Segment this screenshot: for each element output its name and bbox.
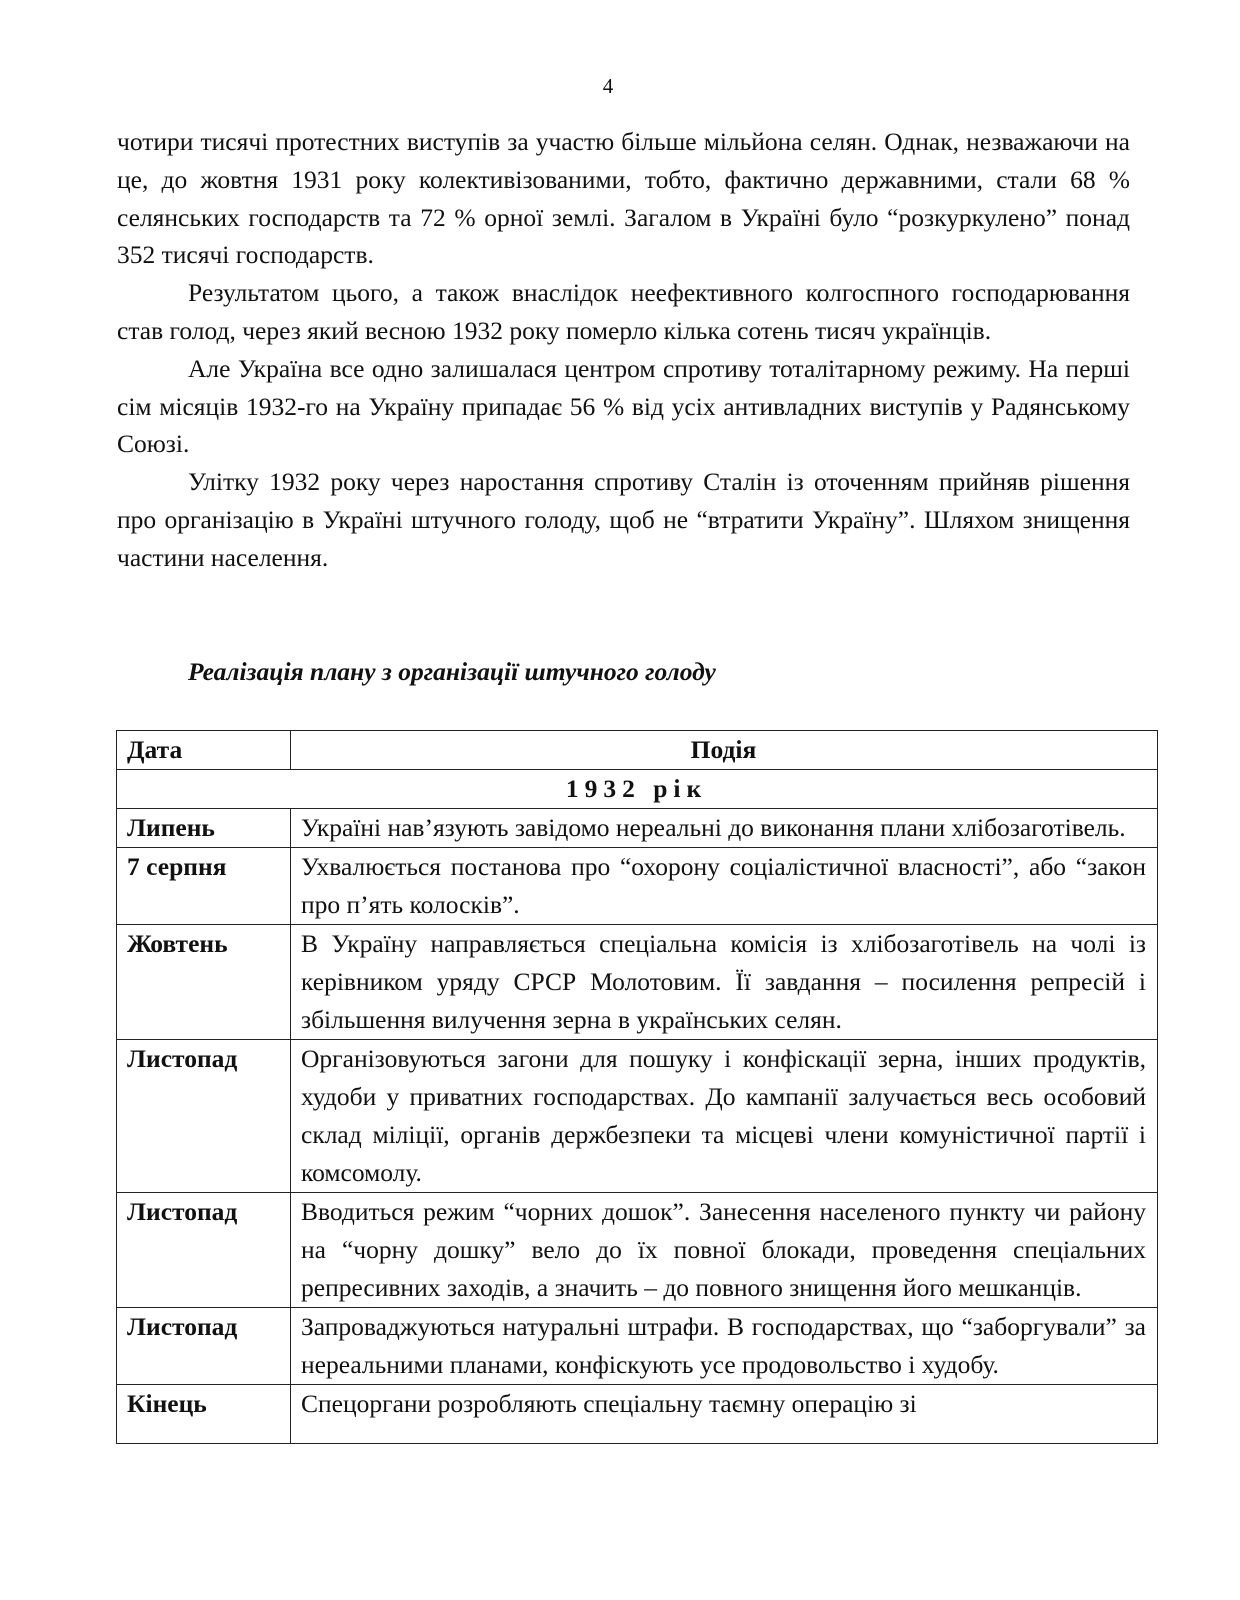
year-label: 1932 рік [117, 770, 1158, 809]
table-header-row [117, 731, 1158, 770]
table-row [117, 1193, 1158, 1308]
section-title: Реалізація плану з організації штучного голоду [188, 657, 716, 686]
body-text [117, 123, 1130, 577]
date-cell: Кінець [117, 1385, 291, 1444]
page-number: 4 [602, 74, 614, 98]
date-cell: Липень [117, 809, 291, 848]
event-cell: Україні нав’язують завідомо нереальні до виконання плани хлібозаготівель. [291, 809, 1158, 848]
event-cell: Спецоргани розробляють спеціальну таємну операцію зі [291, 1385, 1158, 1444]
table-row [117, 1308, 1158, 1385]
events-table [116, 730, 1158, 1444]
header-event: Подія [291, 731, 1158, 770]
event-cell: Ухвалюється постанова про “охорону соціалістичної власності”, або “закон про п’ять колосків”. [291, 848, 1158, 925]
date-cell: Листопад [117, 1193, 291, 1308]
paragraph-1: чотири тисячі протестних виступів за участю більше мільйона селян. Однак, незважаючи на це, до жовтня 1931 року колективізованими, тобто, фактично державними, стали 68 % селянських господарств та 72 % орної землі. Загалом в Україні було “розкуркулено” понад 352 тисячі господарств. [117, 127, 1130, 270]
paragraph-3: Але Україна все одно залишалася центром спротиву тоталітарному режиму. На перші сім місяців 1932-го на Україну припадає 56 % від усіх антивладних виступів у Радянському Союзі. [117, 353, 1130, 459]
event-cell: В Україну направляється спеціальна комісія із хлібозаготівель на чолі із керівником уряду СРСР Молотовим. Її завдання – посилення репресій і збільшення вилучення зерна в українських селян. [291, 925, 1158, 1040]
table-row [117, 848, 1158, 925]
paragraph-2: Результатом цього, а також внаслідок неефективного колгоспного господарювання став голод, через який весною 1932 року померло кілька сотень тисяч українців. [117, 278, 1130, 345]
paragraph-4: Улітку 1932 року через наростання спротиву Сталін із оточенням прийняв рішення про організацію в Україні штучного голоду, щоб не “втратити Україну”. Шляхом знищення частини населення. [117, 467, 1130, 572]
date-cell: Листопад [117, 1308, 291, 1385]
year-row [117, 770, 1158, 809]
table-row [117, 1040, 1158, 1193]
table-row [117, 809, 1158, 848]
date-cell: Жовтень [117, 925, 291, 1040]
event-cell: Вводиться режим “чорних дошок”. Занесення населеного пункту чи району на “чорну дошку” вело до їх повної блокади, проведення спеціальних репресивних заходів, а значить – до повного знищення його мешканців. [291, 1193, 1158, 1308]
event-cell: Організовуються загони для пошуку і конфіскації зерна, інших продуктів, худоби у приватних господарствах. До кампанії залучається весь особовий склад міліції, органів держбезпеки та місцеві члени комуністичної партії і комсомолу. [291, 1040, 1158, 1193]
header-date: Дата [117, 731, 291, 770]
event-cell: Запроваджуються натуральні штрафи. В господарствах, що “заборгували” за нереальними планами, конфіскують усе продовольство і худобу. [291, 1308, 1158, 1385]
date-cell: Листопад [117, 1040, 291, 1193]
table-row [117, 1385, 1158, 1444]
table-row [117, 925, 1158, 1040]
date-cell: 7 серпня [117, 848, 291, 925]
